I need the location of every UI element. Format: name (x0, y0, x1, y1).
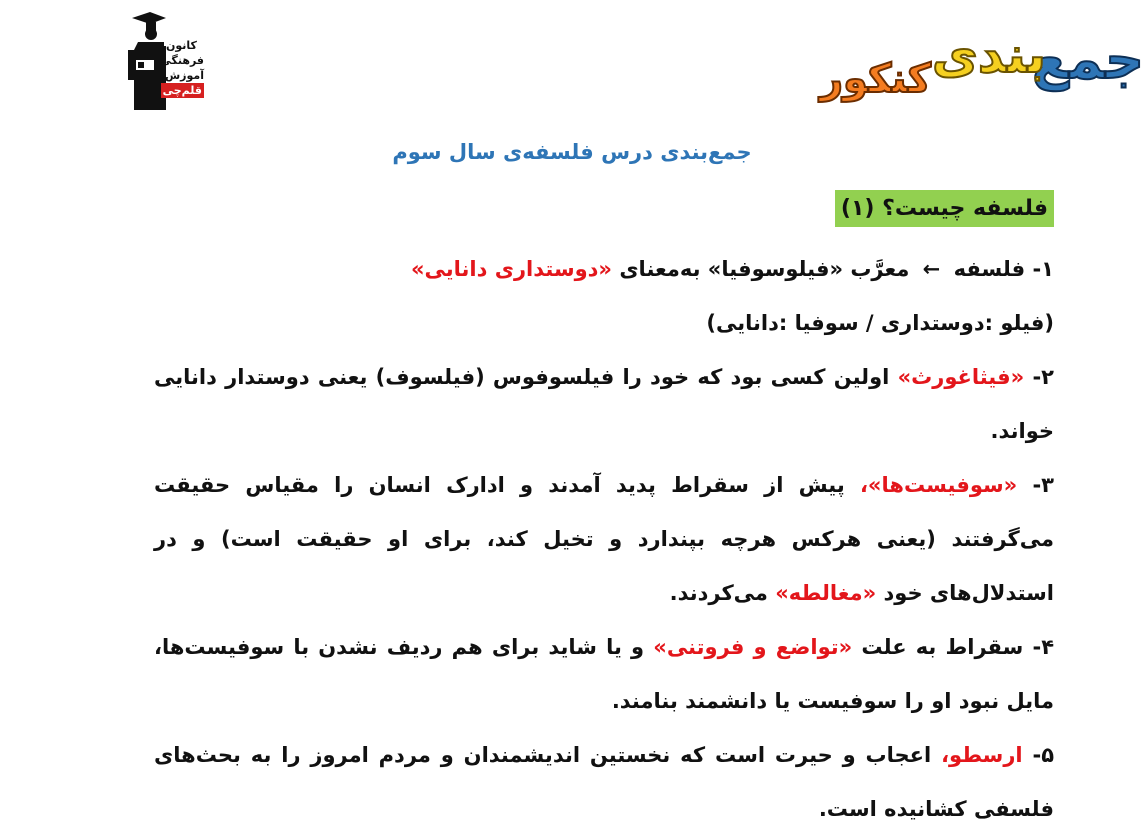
paragraph-1-note: (فیلو :دوستداری / سوفیا :دانایی) (706, 311, 1054, 335)
p3-emphasis-end: «مغالطه» (775, 581, 877, 605)
publisher-line-3: آموزش (165, 69, 204, 82)
p5-text: اعجاب و حیرت است که نخستین اندیشمندان و مردم امروز را به بحث‌های فلسفی کشانیده است. (154, 743, 1054, 821)
paragraph-4 (154, 620, 1054, 728)
svg-text:جمع: جمع (1032, 28, 1144, 91)
p1-emphasis: «دوستداری دانایی» (410, 257, 612, 281)
paragraph-3 (154, 458, 1054, 620)
page-header (0, 0, 1144, 130)
p2-emphasis: «فیثاغورث» (897, 365, 1025, 389)
p3-emphasis: «سوفیست‌ها»، (859, 473, 1018, 497)
paragraph-2 (154, 350, 1054, 458)
p3-prefix: ۳- (1032, 473, 1054, 497)
p4-prefix: ۴- سقراط به علت (861, 635, 1055, 659)
p4-text: و یا شاید برای هم ردیف نشدن با سوفیست‌ها، مایل نبود او را سوفیست یا دانشمند بنامند. (154, 635, 1054, 713)
brand-logo (692, 26, 1144, 108)
p1-prefix: ۱- فلسفه (953, 257, 1054, 281)
p5-emphasis: ارسطو، (941, 743, 1023, 767)
publisher-line-1: کانون (166, 39, 197, 52)
section-heading: فلسفه چیست؟ (۱) (835, 190, 1054, 227)
p2-text: اولین کسی بود که خود را فیلسوفوس (فیلسوف) یعنی دوستدار دانایی خواند. (154, 365, 1054, 443)
svg-text:کنکور: کنکور (820, 56, 931, 102)
p2-prefix: ۲- (1032, 365, 1054, 389)
svg-text:بندی: بندی (932, 26, 1046, 84)
publisher-name (160, 38, 204, 98)
document-body (154, 242, 1054, 836)
paragraph-1 (154, 242, 1054, 296)
p1-middle: معرَّب «فیلوسوفیا» به‌معنای (619, 257, 910, 281)
brand-logo-art (692, 26, 1144, 108)
publisher-line-2: فرهنگی (160, 54, 204, 67)
document-title: جمع‌بندی درس فلسفه‌ی سال سوم (392, 140, 752, 164)
arrow-left-icon: ← (922, 257, 941, 281)
publisher-line-4: قلم‌چی (162, 84, 202, 97)
paragraph-5 (154, 728, 1054, 836)
p3-text-end: می‌کردند. (669, 581, 768, 605)
p3-text: پیش از سقراط پدید آمدند و ادارک انسان را مقیاس حقیقت می‌گرفتند (یعنی هرکس هرچه بپندارد و تخیل کند، برای او حقیقت است) و در استدلال‌های خود (154, 473, 1054, 605)
p4-emphasis: «تواضع و فروتنی» (653, 635, 853, 659)
publisher-logo (126, 10, 206, 114)
p5-prefix: ۵- (1032, 743, 1055, 767)
